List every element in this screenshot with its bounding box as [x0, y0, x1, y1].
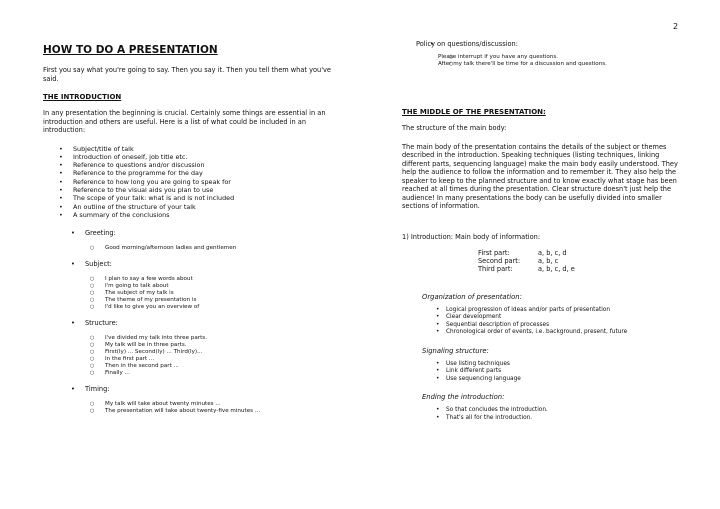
list-item: • That's all for the introduction. [402, 415, 682, 423]
ending-heading: Ending the introduction: [422, 393, 505, 401]
introduction-paragraph: In any presentation the beginning is crucial. Certainly some things are essential in an introduction and others are useful. Here is a list of what could be included in an introduction: [43, 109, 326, 134]
document-title: HOW TO DO A PRESENTATION [43, 44, 218, 56]
right-column [402, 40, 682, 422]
signaling-heading: Signaling structure: [422, 346, 489, 355]
introduction-list [43, 145, 343, 220]
list-item: • Chronological order of events, i.e. background, present, future [402, 329, 682, 337]
list-item: ○ First(ly) ... Second(ly) ... Third(ly)... [43, 349, 343, 356]
list-item: • Introduction of oneself, job title etc. [43, 153, 343, 161]
part-name: Third part: [478, 264, 513, 273]
list-item: • Logical progression of ideas and/or parts of presentation [402, 307, 682, 315]
list-item: • An outline of the structure of your talk [43, 203, 343, 211]
part-name: Second part: [478, 256, 521, 265]
timing-label: • Timing: [43, 385, 343, 393]
list-item: ○ My talk will be in three parts. [43, 342, 343, 349]
list-item: ○ Then in the second part ... [43, 363, 343, 370]
list-item: ○ Good morning/afternoon ladies and gentlemen [43, 245, 343, 252]
organization-heading: Organization of presentation: [422, 292, 522, 301]
list-item: • Sequential description of processes [402, 322, 682, 330]
list-item: • Use listing techniques [402, 361, 682, 369]
list-item: • Reference to the programme for the day [43, 169, 343, 177]
subject-list [43, 276, 343, 311]
list-item: • A summary of the conclusions [43, 211, 343, 219]
ending-list [402, 407, 682, 422]
page-number: 2 [673, 22, 679, 31]
greeting-label: • Greeting: [43, 229, 343, 237]
list-item: • Subject/title of talk [43, 145, 343, 153]
list-item: • Clear development [402, 314, 682, 322]
structure-line: The structure of the main body: [402, 124, 507, 132]
structure-list [43, 335, 343, 377]
list-item: • The scope of your talk: what is and is not included [43, 194, 343, 202]
list-item: ○ Please interrupt if you have any questions. [402, 54, 682, 61]
list-item: • Reference to questions and/or discussion [43, 161, 343, 169]
list-item: • Reference to how long you are going to speak for [43, 178, 343, 186]
list-item: ○ My talk will take about twenty minutes ... [43, 401, 343, 408]
section-heading-middle: THE MIDDLE OF THE PRESENTATION: [402, 108, 546, 116]
list-item: ○ I'd like to give you an overview of [43, 304, 343, 311]
list-item: ○ The theme of my presentation is [43, 297, 343, 304]
list-item: ○ In the first part ... [43, 356, 343, 363]
part-value: a, b, c [538, 256, 559, 265]
greeting-list [43, 245, 343, 252]
list-item: • So that concludes the introduction. [402, 407, 682, 415]
intro-paragraph: First you say what you're going to say. Then you say it. Then you tell them what you've said. [43, 66, 331, 83]
list-item: ○ I plan to say a few words about [43, 276, 343, 283]
main-body-paragraph: The main body of the presentation contains the details of the subject or themes described in the introduction. Speaking techniques (listing techniques, linking different parts, sequencing language) make the main body easily understood. They help the audience to follow the information and to remember it. They also help the speaker to keep to the planned structure and to know exactly what stage has been reached at all times during the presentation. Clear structure doesn't just help the audience! In many presentations the body can be usefully divided into smaller sections of information. [402, 142, 678, 210]
signaling-list [402, 361, 682, 384]
timing-list [43, 401, 343, 415]
numbered-heading: 1) Introduction: Main body of information: [402, 232, 541, 241]
list-item: ○ I've divided my talk into three parts. [43, 335, 343, 342]
list-item: • Link different parts [402, 368, 682, 376]
part-value: a, b, c, d [538, 248, 567, 257]
structure-label: • Structure: [43, 319, 343, 327]
policy-label: • Policy on questions/discussion: [402, 40, 682, 48]
list-item: ○ The subject of my talk is [43, 290, 343, 297]
subject-label: • Subject: [43, 260, 343, 268]
parts-table [478, 249, 682, 273]
list-item: • Use sequencing language [402, 376, 682, 384]
part-value: a, b, c, d, e [538, 264, 575, 273]
left-column [43, 40, 343, 423]
organization-list [402, 307, 682, 337]
part-name: First part: [478, 248, 510, 257]
list-item: ○ The presentation will take about twenty-five minutes ... [43, 408, 343, 415]
list-item: • Reference to the visual aids you plan to use [43, 186, 343, 194]
list-item: ○ After my talk there'll be time for a discussion and questions. [402, 61, 682, 68]
section-heading-introduction: THE INTRODUCTION [43, 93, 122, 101]
list-item: ○ I'm going to talk about [43, 283, 343, 290]
policy-list [402, 54, 682, 68]
list-item: ○ Finally ... [43, 370, 343, 377]
